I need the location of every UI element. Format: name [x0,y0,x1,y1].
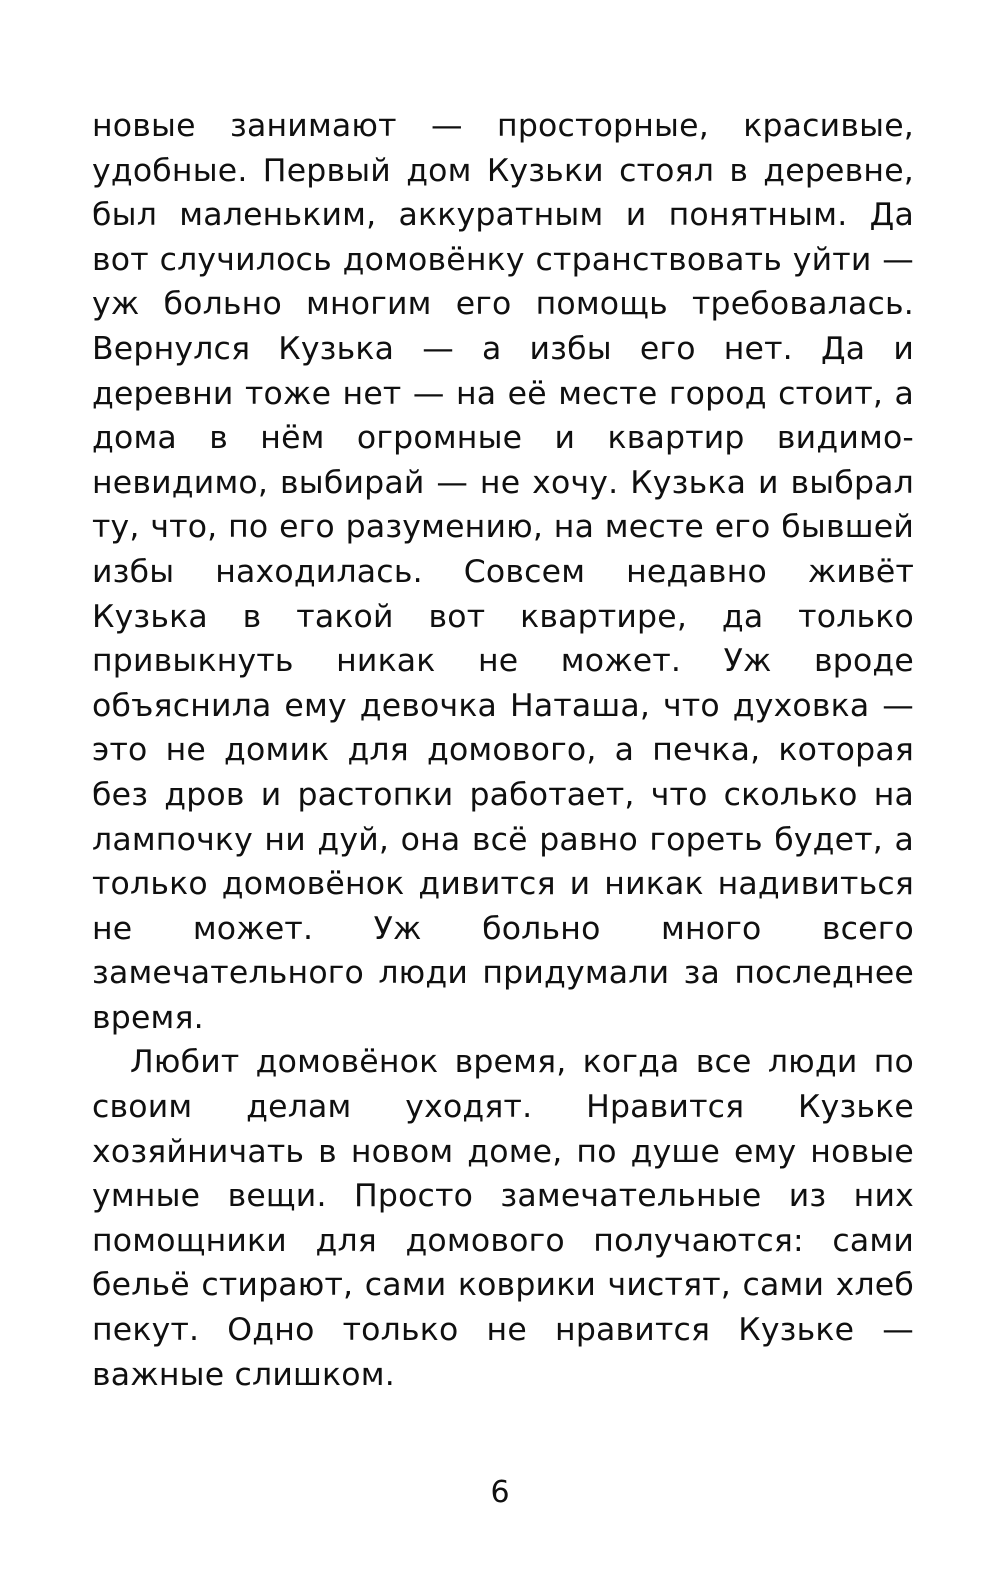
paragraph-1: новые занимают — просторные, красивые, удобные. Первый дом Кузьки стоял в деревне, был маленьким, аккуратным и понятным. Да вот случилось домовёнку странствовать уйти — уж больно многим его помощь требовалась. Вернулся Кузька — а избы его нет. Да и деревни тоже нет — на её месте город стоит, а дома в нём огромные и квартир видимо-невидимо, выбирай — не хочу. Кузька и выбрал ту, что, по его разумению, на месте его бывшей избы находилась. Совсем недавно живёт Кузька в такой вот квартире, да только привыкнуть никак не может. Уж вроде объяснила ему девочка Наташа, что духовка — это не домик для домового, а печка, которая без дров и растопки работает, что сколько на лампочку ни дуй, она всё равно гореть будет, а только домовёнок дивится и никак надивиться не может. Уж больно много всего замечательного люди придумали за последнее время. [92,108,914,1036]
page-number: 6 [490,1475,510,1510]
body-text-column [92,104,914,1397]
paragraph-2: Любит домовёнок время, когда все люди по своим делам уходят. Нравится Кузьке хозяйничать в новом доме, по душе ему новые умные вещи. Просто замечательные из них помощники для домового получаются: сами бельё стирают, сами коврики чистят, сами хлеб пекут. Одно только не нравится Кузьке — важные слишком. [92,1044,914,1393]
